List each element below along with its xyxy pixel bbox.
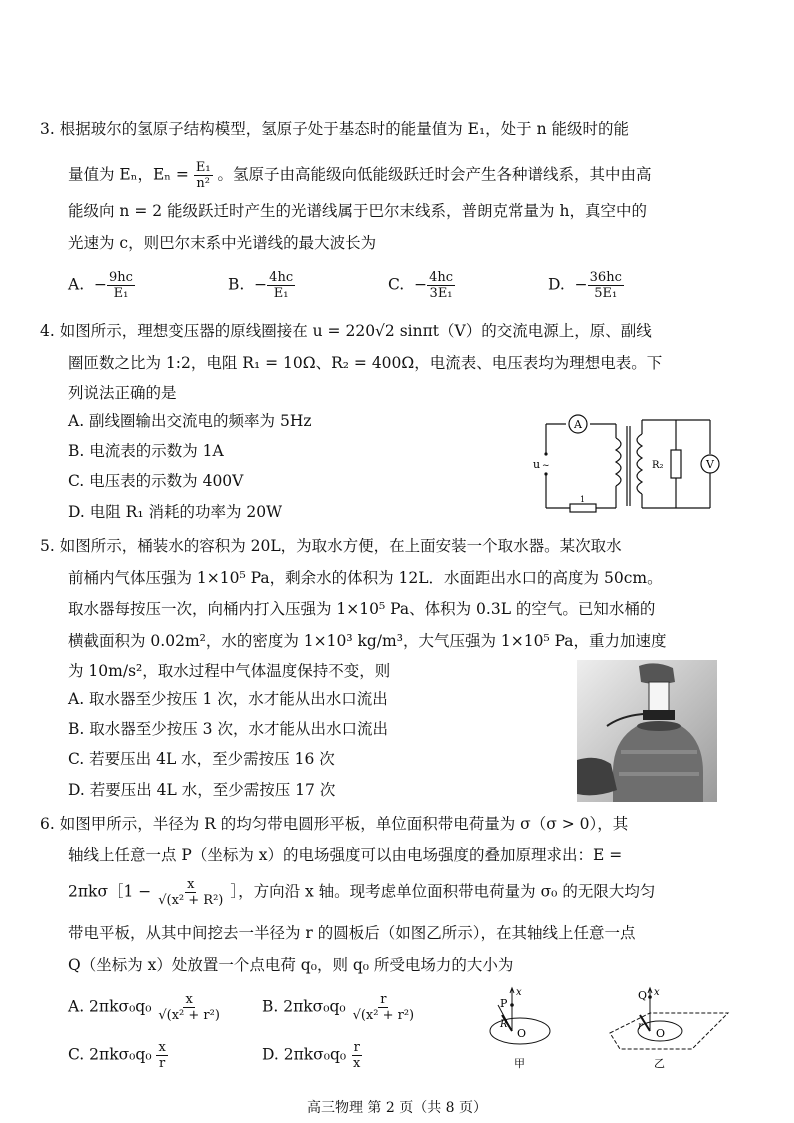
q6-line1: 6. 如图甲所示，半径为 R 的均匀带电圆形平板，单位面积带电荷量为 σ（σ > 0），其: [40, 815, 629, 833]
figure-jia-label: 甲: [514, 1057, 525, 1070]
q3-line2-b: 。氢原子由高能级向低能级跃迁时会产生各种谱线系，其中由高: [217, 165, 652, 184]
q6-option-b-frac: [351, 992, 417, 1023]
q6-line3-a: 2πkσ［1 −: [68, 882, 152, 901]
q3-option-a-label: A.: [68, 275, 85, 294]
q3-option-c-frac: [427, 270, 455, 301]
q3-formula: [194, 160, 213, 191]
q6-option-b: [262, 992, 416, 1023]
q3-line1: 3. 根据玻尔的氢原子结构模型，氢原子处于基态时的能量值为 E₁，处于 n 能级时的能: [40, 120, 630, 138]
r1-label: 1: [580, 495, 586, 504]
q4-line1: 4. 如图所示，理想变压器的原线圈接在 u = 220√2 sinπt（V）的交流电源上，原、副线: [40, 322, 652, 340]
page-footer: 高三物理 第 2 页（共 8 页）: [306, 1100, 488, 1116]
charged-plate-figures: [470, 985, 730, 1071]
q3-option-b-label: B.: [228, 275, 245, 294]
q6-option-a-den: √(x² + r²): [158, 1008, 220, 1023]
axis-x-label-yi: x: [654, 987, 660, 998]
q3-formula-den: n²: [196, 176, 210, 191]
q3-option-b-num: 4hc: [269, 270, 294, 285]
origin-o-label-jia: O: [517, 1027, 527, 1040]
q3-line4: 光速为 c，则巴尔末系中光谱线的最大波长为: [68, 234, 377, 252]
q3-line3: 能级向 n = 2 能级跃迁时产生的光谱线属于巴尔末线系，普朗克常量为 h，真空中的: [68, 202, 647, 220]
q5-line5: 为 10m/s²，取水过程中气体温度保持不变，则: [68, 662, 391, 680]
q6-option-c: [68, 1040, 168, 1071]
q3-option-c: C. − $\frac{4hc}{\text{3E₁}}$: [388, 270, 454, 301]
q6-option-a: [68, 992, 222, 1023]
radius-r-small-label: r: [638, 1021, 643, 1032]
q3-option-b-frac: [267, 270, 295, 301]
source-label: u: [533, 458, 541, 471]
q6-line3-num: x: [187, 877, 195, 892]
q6-option-a-frac: [156, 992, 222, 1023]
q5-option-b: B. 取水器至少按压 3 次，水才能从出水口流出: [68, 720, 388, 738]
water-bucket-photo: [577, 660, 717, 802]
q6-option-d-num: r: [353, 1040, 360, 1055]
q6-line3-frac: [156, 877, 225, 908]
q6-option-d-frac: [351, 1040, 362, 1071]
q6-line4: 带电平板，从其中间挖去一半径为 r 的圆板后（如图乙所示），在其轴线上任意一点: [68, 924, 636, 942]
q3-option-a: A. − $\frac{9hc}{\text{E₁}}$: [68, 270, 133, 301]
q4-option-c: C. 电压表的示数为 400V: [68, 472, 244, 490]
q6-option-b-label: B. 2πkσ₀q₀: [262, 997, 346, 1016]
q6-option-d-den: x: [353, 1056, 361, 1071]
q3-option-c-label: C.: [388, 275, 405, 294]
q3-option-d-num: 36hc: [589, 270, 622, 285]
q6-option-c-label: C. 2πkσ₀q₀: [68, 1045, 152, 1064]
q3-option-c-den: 3E₁: [429, 286, 453, 301]
transformer-circuit-diagram: [528, 410, 728, 518]
q5-line4: 横截面积为 0.02m²，水的密度为 1×10³ kg/m³，大气压强为 1×10⁵ Pa，重力加速度: [68, 632, 667, 650]
q4-line3: 列说法正确的是: [68, 384, 177, 402]
ammeter-label: A: [574, 418, 582, 431]
q4-option-a: A. 副线圈输出交流电的频率为 5Hz: [68, 412, 312, 430]
q3-option-a-den: E₁: [113, 286, 129, 301]
q5-line1: 5. 如图所示，桶装水的容积为 20L，为取水方便，在上面安装一个取水器。某次取水: [40, 537, 622, 555]
radius-r-big-label: R: [500, 1019, 508, 1030]
axis-x-label-jia: x: [516, 987, 522, 998]
q5-line2: 前桶内气体压强为 1×10⁵ Pa，剩余水的体积为 12L．水面距出水口的高度为 50cm。: [68, 569, 663, 587]
ac-tilde-label: ~: [542, 461, 550, 471]
q3-formula-num: E₁: [195, 160, 211, 175]
q6-option-c-num: x: [158, 1040, 166, 1055]
q6-line3-den: √(x² + R²): [158, 893, 224, 908]
q6-option-a-label: A. 2πkσ₀q₀: [68, 997, 152, 1016]
point-q-label: Q: [638, 989, 648, 1002]
q6-line3: [68, 877, 655, 908]
q6-line5: Q（坐标为 x）处放置一个点电荷 q₀，则 q₀ 所受电场力的大小为: [68, 956, 514, 974]
q3-option-a-frac: [107, 270, 135, 301]
voltmeter-label: V: [706, 458, 714, 471]
q4-line2: 圈匝数之比为 1:2，电阻 R₁ = 10Ω、R₂ = 400Ω，电流表、电压表均为理想电表。下: [68, 354, 663, 372]
q5-line3: 取水器每按压一次，向桶内打入压强为 1×10⁵ Pa、体积为 0.3L 的空气。已知水桶的: [68, 600, 656, 618]
q3-option-d: D. − $\frac{36hc}{\text{5E₁}}$: [548, 270, 622, 301]
q6-option-a-num: x: [185, 992, 193, 1007]
q3-option-b: B. − $\frac{4hc}{\text{E₁}}$: [228, 270, 294, 301]
q3-option-d-label: D.: [548, 275, 565, 294]
q3-option-b-den: E₁: [273, 286, 289, 301]
q5-option-c: C. 若要压出 4L 水，至少需按压 16 次: [68, 750, 335, 768]
q6-option-d: [262, 1040, 362, 1071]
point-p-label: P: [500, 997, 508, 1010]
q6-option-b-num: r: [380, 992, 387, 1007]
q3-line2-a: 量值为 Eₙ，Eₙ =: [68, 165, 189, 184]
q3-line2: [68, 160, 651, 191]
q3-option-a-num: 9hc: [108, 270, 133, 285]
q3-option-c-num: 4hc: [429, 270, 454, 285]
q6-option-b-den: √(x² + r²): [352, 1008, 415, 1023]
q3-option-d-frac: [588, 270, 624, 301]
q5-option-a: A. 取水器至少按压 1 次，水才能从出水口流出: [68, 690, 388, 708]
q6-line3-b: ］，方向沿 x 轴。现考虑单位面积带电荷量为 σ₀ 的无限大均匀: [230, 882, 656, 901]
q5-option-d: D. 若要压出 4L 水，至少需按压 17 次: [68, 781, 336, 799]
q6-option-c-frac: [156, 1040, 167, 1071]
q4-option-d: D. 电阻 R₁ 消耗的功率为 20W: [68, 503, 283, 521]
figure-yi-label: 乙: [654, 1057, 665, 1070]
q6-option-d-label: D. 2πkσ₀q₀: [262, 1045, 347, 1064]
r2-label: R₂: [652, 460, 664, 471]
q4-option-b: B. 电流表的示数为 1A: [68, 442, 224, 460]
q6-option-c-den: r: [159, 1056, 166, 1071]
q3-option-d-den: 5E₁: [594, 286, 618, 301]
q6-line2: 轴线上任意一点 P（坐标为 x）的电场强度可以由电场强度的叠加原理求出：E =: [68, 846, 623, 864]
origin-o-label-yi: O: [656, 1027, 666, 1040]
